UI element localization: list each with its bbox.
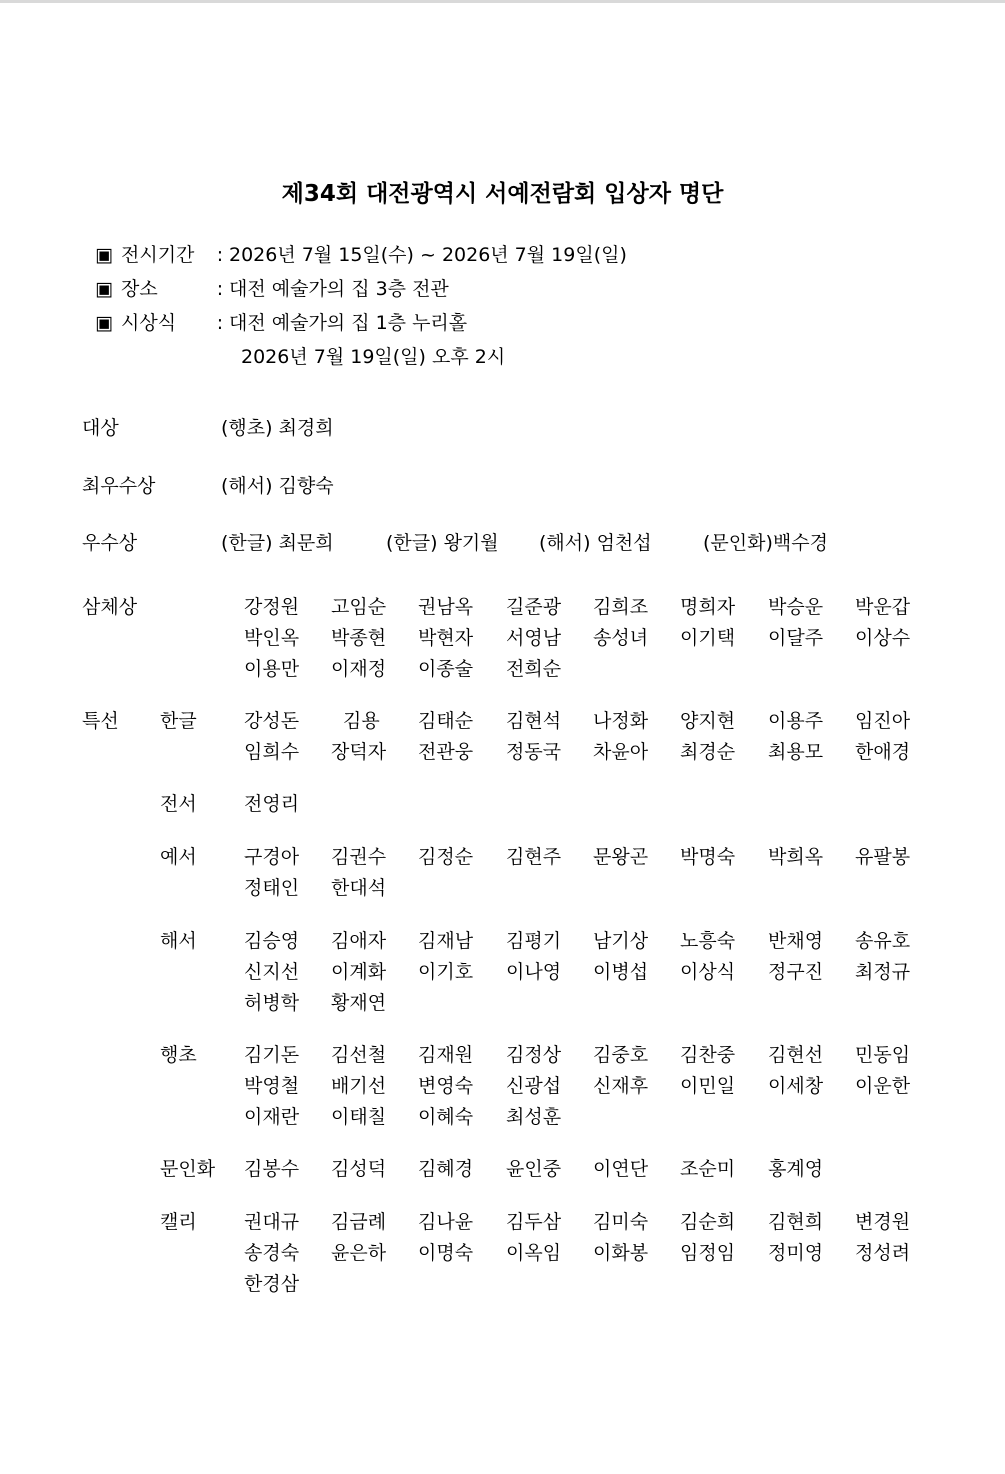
- awardee-name: 반채영: [768, 930, 824, 952]
- ceremony-time: 2026년 7월 19일(일) 오후 2시: [241, 346, 506, 368]
- awardee-name: 강성돈: [244, 710, 300, 732]
- awardee-name: 최경순: [680, 741, 736, 763]
- awardee-name: 박종현: [331, 627, 387, 649]
- awardee-name: 김용: [343, 710, 380, 732]
- awardee-name: 김미숙: [593, 1211, 649, 1233]
- awardee-name: 김봉수: [244, 1158, 300, 1180]
- awardee-name: 김현주: [506, 846, 562, 868]
- square-bullet-icon: ▣: [95, 244, 113, 266]
- awardee-name: 박희옥: [768, 846, 824, 868]
- awardee-name: 이태칠: [331, 1106, 387, 1128]
- special-prize-label: 특선: [82, 710, 119, 732]
- awardee-name: 김나윤: [418, 1211, 474, 1233]
- awardee-name: 임정임: [680, 1242, 736, 1264]
- awardee-name: 이운한: [855, 1075, 911, 1097]
- awardee-name: 이상식: [680, 961, 736, 983]
- awardee-name: 정구진: [768, 961, 824, 983]
- awardee-name: 남기상: [593, 930, 649, 952]
- awardee-name: 문왕곤: [593, 846, 649, 868]
- excellence-winner: (한글) 최문희: [221, 532, 334, 554]
- special-category-label: 캘리: [160, 1211, 197, 1233]
- info-label: 장소: [121, 278, 158, 300]
- excellence-winner: (문인화)백수경: [703, 532, 828, 554]
- special-category-label: 행초: [160, 1044, 197, 1066]
- awardee-name: 박운갑: [855, 596, 911, 618]
- awardee-name: 임진아: [855, 710, 911, 732]
- grand-prize-label: 대상: [82, 417, 119, 439]
- awardee-name: 윤은하: [331, 1242, 387, 1264]
- awardee-name: 신광섭: [506, 1075, 562, 1097]
- awardee-name: 이옥임: [506, 1242, 562, 1264]
- awardee-name: 권남옥: [418, 596, 474, 618]
- awardee-name: 이세창: [768, 1075, 824, 1097]
- awardee-name: 이병섭: [593, 961, 649, 983]
- awardee-name: 길준광: [506, 596, 562, 618]
- awardee-name: 최정규: [855, 961, 911, 983]
- awardee-name: 박현자: [418, 627, 474, 649]
- info-colon: :: [216, 278, 224, 300]
- awardee-name: 김찬중: [680, 1044, 736, 1066]
- awardee-name: 임희수: [244, 741, 300, 763]
- awardee-name: 이연단: [593, 1158, 649, 1180]
- special-category-label: 해서: [160, 930, 197, 952]
- awardee-name: 김평기: [506, 930, 562, 952]
- awardee-name: 김재남: [418, 930, 474, 952]
- square-bullet-icon: ▣: [95, 312, 113, 334]
- info-period: [95, 240, 627, 267]
- awardee-name: 황재연: [331, 992, 387, 1014]
- awardee-name: 이종술: [418, 658, 474, 680]
- awardee-name: 송성녀: [593, 627, 649, 649]
- awardee-name: 정미영: [768, 1242, 824, 1264]
- awardee-name: 민동임: [855, 1044, 911, 1066]
- info-label: 시상식: [121, 312, 177, 334]
- awardee-name: 김순희: [680, 1211, 736, 1233]
- awardee-name: 변경원: [855, 1211, 911, 1233]
- awardee-name: 정성려: [855, 1242, 911, 1264]
- awardee-name: 이달주: [768, 627, 824, 649]
- awardee-name: 이기택: [680, 627, 736, 649]
- awardee-name: 최성훈: [506, 1106, 562, 1128]
- awardee-name: 김금례: [331, 1211, 387, 1233]
- awardee-name: 김재원: [418, 1044, 474, 1066]
- info-ceremony: [95, 308, 467, 335]
- excellence-prize-label: 우수상: [82, 532, 138, 554]
- awardee-name: 김정순: [418, 846, 474, 868]
- awardee-name: 이명숙: [418, 1242, 474, 1264]
- best-prize-winner: (해서) 김향숙: [221, 475, 334, 497]
- awardee-name: 김희조: [593, 596, 649, 618]
- awardee-name: 신지선: [244, 961, 300, 983]
- awardee-name: 최용모: [768, 741, 824, 763]
- awardee-name: 신재후: [593, 1075, 649, 1097]
- awardee-name: 김현희: [768, 1211, 824, 1233]
- top-rule: [0, 0, 1005, 3]
- awardee-name: 이민일: [680, 1075, 736, 1097]
- awardee-name: 박명숙: [680, 846, 736, 868]
- awardee-name: 배기선: [331, 1075, 387, 1097]
- awardee-name: 명희자: [680, 596, 736, 618]
- info-value: 대전 예술가의 집 1층 누리홀: [229, 312, 468, 334]
- awardee-name: 김정상: [506, 1044, 562, 1066]
- awardee-name: 노흥숙: [680, 930, 736, 952]
- special-category-label: 예서: [160, 846, 197, 868]
- awardee-name: 전영리: [244, 793, 300, 815]
- awardee-name: 김성덕: [331, 1158, 387, 1180]
- awardee-name: 한경삼: [244, 1273, 300, 1295]
- awardee-name: 전희순: [506, 658, 562, 680]
- excellence-winner: (해서) 엄천섭: [539, 532, 652, 554]
- awardee-name: 김기돈: [244, 1044, 300, 1066]
- awardee-name: 김애자: [331, 930, 387, 952]
- awardee-name: 강정원: [244, 596, 300, 618]
- awardee-name: 이화봉: [593, 1242, 649, 1264]
- awardee-name: 박영철: [244, 1075, 300, 1097]
- best-prize-label: 최우수상: [82, 475, 156, 497]
- awardee-name: 정동국: [506, 741, 562, 763]
- info-value: 2026년 7월 15일(수) ~ 2026년 7월 19일(일): [229, 244, 627, 266]
- awardee-name: 이나영: [506, 961, 562, 983]
- info-venue: [95, 274, 449, 301]
- awardee-name: 나정화: [593, 710, 649, 732]
- awardee-name: 한애경: [855, 741, 911, 763]
- awardee-name: 이기호: [418, 961, 474, 983]
- special-category-label: 한글: [160, 710, 197, 732]
- grand-prize-winner: (행초) 최경희: [221, 417, 334, 439]
- samche-prize-label: 삼체상: [82, 596, 138, 618]
- awardee-name: 고임순: [331, 596, 387, 618]
- awardee-name: 이재정: [331, 658, 387, 680]
- awardee-name: 유팔봉: [855, 846, 911, 868]
- awardee-name: 김선철: [331, 1044, 387, 1066]
- awardee-name: 김중호: [593, 1044, 649, 1066]
- awardee-name: 차윤아: [593, 741, 649, 763]
- awardee-name: 홍계영: [768, 1158, 824, 1180]
- awardee-name: 전관웅: [418, 741, 474, 763]
- awardee-name: 이재란: [244, 1106, 300, 1128]
- awardee-name: 박승운: [768, 596, 824, 618]
- awardee-name: 서영남: [506, 627, 562, 649]
- special-category-label: 전서: [160, 793, 197, 815]
- page-title: 제34회 대전광역시 서예전람회 입상자 명단: [281, 181, 724, 207]
- awardee-name: 권대규: [244, 1211, 300, 1233]
- awardee-name: 김태순: [418, 710, 474, 732]
- awardee-name: 양지현: [680, 710, 736, 732]
- awardee-name: 김현선: [768, 1044, 824, 1066]
- awardee-name: 구경아: [244, 846, 300, 868]
- awardee-name: 장덕자: [331, 741, 387, 763]
- info-colon: :: [216, 244, 224, 266]
- awardee-name: 김승영: [244, 930, 300, 952]
- awardee-name: 김혜경: [418, 1158, 474, 1180]
- info-colon: :: [216, 312, 224, 334]
- awardee-name: 송유호: [855, 930, 911, 952]
- awardee-name: 정태인: [244, 877, 300, 899]
- awardee-name: 이상수: [855, 627, 911, 649]
- awardee-name: 김현석: [506, 710, 562, 732]
- info-value: 대전 예술가의 집 3층 전관: [229, 278, 449, 300]
- awardee-name: 윤인중: [506, 1158, 562, 1180]
- info-label: 전시기간: [121, 244, 195, 266]
- awardee-name: 조순미: [680, 1158, 736, 1180]
- awardee-name: 이용만: [244, 658, 300, 680]
- excellence-winner: (한글) 왕기월: [386, 532, 499, 554]
- awardee-name: 김권수: [331, 846, 387, 868]
- special-category-label: 문인화: [160, 1158, 216, 1180]
- awardee-name: 허병학: [244, 992, 300, 1014]
- awardee-name: 박인옥: [244, 627, 300, 649]
- awardee-name: 이용주: [768, 710, 824, 732]
- square-bullet-icon: ▣: [95, 278, 113, 300]
- awardee-name: 변영숙: [418, 1075, 474, 1097]
- awardee-name: 김두삼: [506, 1211, 562, 1233]
- awardee-name: 이계화: [331, 961, 387, 983]
- awardee-name: 이혜숙: [418, 1106, 474, 1128]
- awardee-name: 송경숙: [244, 1242, 300, 1264]
- awardee-name: 한대석: [331, 877, 387, 899]
